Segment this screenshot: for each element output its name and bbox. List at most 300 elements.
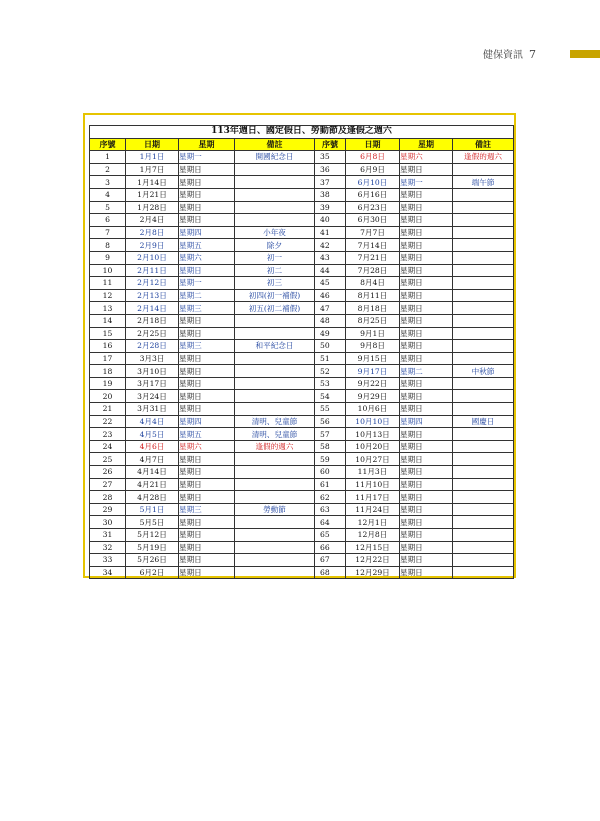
- left-number-cell: 2: [90, 163, 126, 176]
- left-note-cell: [235, 377, 315, 390]
- right-number-cell: 63: [315, 503, 346, 516]
- holiday-table: [89, 125, 514, 579]
- right-note-cell: [453, 428, 514, 441]
- left-date-cell: 2月14日: [126, 302, 179, 315]
- left-note-cell: 初二: [235, 264, 315, 277]
- left-weekday-cell: 星期日: [179, 390, 235, 403]
- right-number-cell: 44: [315, 264, 346, 277]
- table-row: [90, 251, 514, 264]
- right-weekday-cell: 星期日: [400, 277, 453, 290]
- left-weekday-cell: 星期六: [179, 440, 235, 453]
- left-number-cell: 4: [90, 188, 126, 201]
- left-note-cell: [235, 516, 315, 529]
- right-note-cell: [453, 478, 514, 491]
- left-number-cell: 14: [90, 314, 126, 327]
- left-weekday-cell: 星期三: [179, 503, 235, 516]
- table-row: [90, 503, 514, 516]
- left-date-cell: 2月28日: [126, 340, 179, 353]
- table-row: [90, 428, 514, 441]
- left-weekday-cell: 星期日: [179, 554, 235, 567]
- table-row: [90, 340, 514, 353]
- right-number-cell: 37: [315, 176, 346, 189]
- column-header-row: [90, 138, 514, 151]
- right-weekday-cell: 星期日: [400, 264, 453, 277]
- table-row: [90, 188, 514, 201]
- right-weekday-cell: 星期日: [400, 491, 453, 504]
- right-note-cell: [453, 491, 514, 504]
- right-date-cell: 6月16日: [346, 188, 400, 201]
- right-note-cell: [453, 377, 514, 390]
- table-row: [90, 289, 514, 302]
- col-header-no-2: 序號: [315, 138, 346, 151]
- left-number-cell: 8: [90, 239, 126, 252]
- right-number-cell: 60: [315, 466, 346, 479]
- right-date-cell: 12月29日: [346, 566, 400, 579]
- left-number-cell: 26: [90, 466, 126, 479]
- right-date-cell: 10月6日: [346, 403, 400, 416]
- right-date-cell: 7月7日: [346, 226, 400, 239]
- right-weekday-cell: 星期日: [400, 377, 453, 390]
- right-number-cell: 59: [315, 453, 346, 466]
- right-weekday-cell: 星期日: [400, 503, 453, 516]
- table-row: [90, 226, 514, 239]
- left-note-cell: 小年夜: [235, 226, 315, 239]
- left-number-cell: 1: [90, 151, 126, 164]
- right-note-cell: [453, 251, 514, 264]
- right-note-cell: [453, 503, 514, 516]
- left-note-cell: 初一: [235, 251, 315, 264]
- left-note-cell: [235, 529, 315, 542]
- right-weekday-cell: 星期日: [400, 541, 453, 554]
- right-note-cell: [453, 327, 514, 340]
- table-row: [90, 163, 514, 176]
- left-note-cell: [235, 327, 315, 340]
- right-number-cell: 48: [315, 314, 346, 327]
- left-date-cell: 1月1日: [126, 151, 179, 164]
- left-weekday-cell: 星期日: [179, 541, 235, 554]
- table-row: [90, 440, 514, 453]
- left-weekday-cell: 星期日: [179, 478, 235, 491]
- right-date-cell: 8月18日: [346, 302, 400, 315]
- right-weekday-cell: 星期日: [400, 327, 453, 340]
- right-weekday-cell: 星期日: [400, 214, 453, 227]
- left-note-cell: [235, 201, 315, 214]
- right-weekday-cell: 星期日: [400, 516, 453, 529]
- right-weekday-cell: 星期日: [400, 440, 453, 453]
- right-date-cell: 9月17日: [346, 365, 400, 378]
- left-weekday-cell: 星期日: [179, 163, 235, 176]
- right-note-cell: [453, 453, 514, 466]
- left-note-cell: [235, 453, 315, 466]
- left-note-cell: [235, 403, 315, 416]
- right-number-cell: 41: [315, 226, 346, 239]
- left-note-cell: [235, 352, 315, 365]
- left-weekday-cell: 星期五: [179, 239, 235, 252]
- right-note-cell: [453, 554, 514, 567]
- left-number-cell: 11: [90, 277, 126, 290]
- right-weekday-cell: 星期六: [400, 151, 453, 164]
- right-number-cell: 47: [315, 302, 346, 315]
- page-number: 7: [529, 48, 536, 61]
- right-date-cell: 11月17日: [346, 491, 400, 504]
- left-number-cell: 16: [90, 340, 126, 353]
- left-number-cell: 7: [90, 226, 126, 239]
- right-number-cell: 66: [315, 541, 346, 554]
- left-number-cell: 17: [90, 352, 126, 365]
- table-row: [90, 264, 514, 277]
- left-weekday-cell: 星期日: [179, 314, 235, 327]
- left-number-cell: 34: [90, 566, 126, 579]
- table-title: 113年週日、國定假日、勞動節及逢假之週六: [90, 126, 514, 139]
- table-row: [90, 466, 514, 479]
- right-note-cell: [453, 289, 514, 302]
- left-note-cell: [235, 390, 315, 403]
- table-row: [90, 176, 514, 189]
- right-date-cell: 10月20日: [346, 440, 400, 453]
- left-date-cell: 4月7日: [126, 453, 179, 466]
- right-note-cell: [453, 239, 514, 252]
- right-date-cell: 6月10日: [346, 176, 400, 189]
- left-weekday-cell: 星期日: [179, 201, 235, 214]
- right-weekday-cell: 星期日: [400, 289, 453, 302]
- left-date-cell: 1月7日: [126, 163, 179, 176]
- left-number-cell: 20: [90, 390, 126, 403]
- left-weekday-cell: 星期日: [179, 188, 235, 201]
- right-note-cell: [453, 466, 514, 479]
- left-note-cell: 開國紀念日: [235, 151, 315, 164]
- right-number-cell: 40: [315, 214, 346, 227]
- right-weekday-cell: 星期日: [400, 529, 453, 542]
- left-note-cell: [235, 478, 315, 491]
- left-number-cell: 23: [90, 428, 126, 441]
- right-note-cell: [453, 529, 514, 542]
- left-date-cell: 5月12日: [126, 529, 179, 542]
- right-number-cell: 62: [315, 491, 346, 504]
- right-weekday-cell: 星期日: [400, 390, 453, 403]
- right-note-cell: [453, 302, 514, 315]
- left-number-cell: 24: [90, 440, 126, 453]
- right-number-cell: 43: [315, 251, 346, 264]
- left-weekday-cell: 星期日: [179, 566, 235, 579]
- left-date-cell: 2月9日: [126, 239, 179, 252]
- table-row: [90, 453, 514, 466]
- header-accent-bar: [570, 50, 600, 58]
- left-weekday-cell: 星期日: [179, 214, 235, 227]
- right-number-cell: 64: [315, 516, 346, 529]
- left-date-cell: 4月14日: [126, 466, 179, 479]
- left-weekday-cell: 星期六: [179, 251, 235, 264]
- right-number-cell: 54: [315, 390, 346, 403]
- left-number-cell: 22: [90, 415, 126, 428]
- left-date-cell: 3月24日: [126, 390, 179, 403]
- right-number-cell: 57: [315, 428, 346, 441]
- right-date-cell: 12月22日: [346, 554, 400, 567]
- col-header-note: 備註: [235, 138, 315, 151]
- left-weekday-cell: 星期日: [179, 176, 235, 189]
- right-date-cell: 7月28日: [346, 264, 400, 277]
- right-note-cell: [453, 314, 514, 327]
- right-weekday-cell: 星期四: [400, 415, 453, 428]
- left-weekday-cell: 星期五: [179, 428, 235, 441]
- left-date-cell: 3月31日: [126, 403, 179, 416]
- left-date-cell: 4月4日: [126, 415, 179, 428]
- left-weekday-cell: 星期日: [179, 327, 235, 340]
- right-note-cell: 端午節: [453, 176, 514, 189]
- right-weekday-cell: 星期日: [400, 478, 453, 491]
- right-weekday-cell: 星期日: [400, 352, 453, 365]
- left-date-cell: 2月12日: [126, 277, 179, 290]
- col-header-note-2: 備註: [453, 138, 514, 151]
- table-row: [90, 201, 514, 214]
- right-date-cell: 6月8日: [346, 151, 400, 164]
- left-weekday-cell: 星期日: [179, 453, 235, 466]
- right-number-cell: 55: [315, 403, 346, 416]
- left-weekday-cell: 星期日: [179, 516, 235, 529]
- left-weekday-cell: 星期日: [179, 365, 235, 378]
- right-date-cell: 10月27日: [346, 453, 400, 466]
- left-number-cell: 12: [90, 289, 126, 302]
- left-date-cell: 3月3日: [126, 352, 179, 365]
- left-date-cell: 2月10日: [126, 251, 179, 264]
- left-weekday-cell: 星期日: [179, 264, 235, 277]
- table-row: [90, 365, 514, 378]
- table-row: [90, 214, 514, 227]
- left-weekday-cell: 星期日: [179, 352, 235, 365]
- table-row: [90, 516, 514, 529]
- left-note-cell: [235, 466, 315, 479]
- left-note-cell: [235, 314, 315, 327]
- right-weekday-cell: 星期日: [400, 566, 453, 579]
- table-row: [90, 352, 514, 365]
- right-note-cell: [453, 516, 514, 529]
- left-date-cell: 2月8日: [126, 226, 179, 239]
- left-date-cell: 1月28日: [126, 201, 179, 214]
- right-note-cell: 中秋節: [453, 365, 514, 378]
- left-date-cell: 2月13日: [126, 289, 179, 302]
- right-note-cell: [453, 214, 514, 227]
- left-weekday-cell: 星期日: [179, 466, 235, 479]
- right-weekday-cell: 星期日: [400, 251, 453, 264]
- left-number-cell: 21: [90, 403, 126, 416]
- left-weekday-cell: 星期四: [179, 226, 235, 239]
- table-row: [90, 302, 514, 315]
- left-number-cell: 28: [90, 491, 126, 504]
- right-note-cell: [453, 264, 514, 277]
- left-note-cell: [235, 176, 315, 189]
- right-date-cell: 12月1日: [346, 516, 400, 529]
- left-date-cell: 4月21日: [126, 478, 179, 491]
- left-number-cell: 19: [90, 377, 126, 390]
- table-row: [90, 327, 514, 340]
- left-number-cell: 15: [90, 327, 126, 340]
- right-date-cell: 12月15日: [346, 541, 400, 554]
- left-note-cell: [235, 554, 315, 567]
- right-number-cell: 50: [315, 340, 346, 353]
- left-date-cell: 5月19日: [126, 541, 179, 554]
- right-note-cell: [453, 188, 514, 201]
- right-weekday-cell: 星期日: [400, 201, 453, 214]
- right-note-cell: [453, 403, 514, 416]
- left-number-cell: 30: [90, 516, 126, 529]
- table-row: [90, 415, 514, 428]
- left-date-cell: 2月4日: [126, 214, 179, 227]
- right-date-cell: 9月29日: [346, 390, 400, 403]
- left-note-cell: 清明、兒童節: [235, 428, 315, 441]
- right-date-cell: 7月21日: [346, 251, 400, 264]
- right-number-cell: 36: [315, 163, 346, 176]
- right-number-cell: 67: [315, 554, 346, 567]
- right-number-cell: 46: [315, 289, 346, 302]
- right-number-cell: 39: [315, 201, 346, 214]
- right-note-cell: [453, 340, 514, 353]
- right-date-cell: 6月23日: [346, 201, 400, 214]
- table-row: [90, 239, 514, 252]
- right-number-cell: 56: [315, 415, 346, 428]
- table-row: [90, 314, 514, 327]
- left-note-cell: [235, 163, 315, 176]
- right-note-cell: 逢假的週六: [453, 151, 514, 164]
- left-weekday-cell: 星期一: [179, 151, 235, 164]
- right-weekday-cell: 星期日: [400, 302, 453, 315]
- right-date-cell: 10月10日: [346, 415, 400, 428]
- right-note-cell: [453, 390, 514, 403]
- left-date-cell: 1月14日: [126, 176, 179, 189]
- left-number-cell: 13: [90, 302, 126, 315]
- right-number-cell: 35: [315, 151, 346, 164]
- page-header: [340, 46, 600, 60]
- table-row: [90, 390, 514, 403]
- right-note-cell: [453, 201, 514, 214]
- right-date-cell: 8月25日: [346, 314, 400, 327]
- right-weekday-cell: 星期日: [400, 403, 453, 416]
- col-header-no: 序號: [90, 138, 126, 151]
- col-header-date: 日期: [126, 138, 179, 151]
- right-weekday-cell: 星期日: [400, 239, 453, 252]
- table-row: [90, 478, 514, 491]
- left-note-cell: 清明、兒童節: [235, 415, 315, 428]
- left-date-cell: 2月11日: [126, 264, 179, 277]
- left-note-cell: [235, 188, 315, 201]
- left-note-cell: 逢假的週六: [235, 440, 315, 453]
- table-row: [90, 541, 514, 554]
- right-date-cell: 9月8日: [346, 340, 400, 353]
- left-note-cell: 勞動節: [235, 503, 315, 516]
- left-note-cell: 初三: [235, 277, 315, 290]
- left-date-cell: 5月26日: [126, 554, 179, 567]
- right-date-cell: 10月13日: [346, 428, 400, 441]
- left-note-cell: [235, 566, 315, 579]
- right-number-cell: 52: [315, 365, 346, 378]
- section-name: 健保資訊: [483, 50, 523, 61]
- left-weekday-cell: 星期日: [179, 491, 235, 504]
- left-date-cell: 5月5日: [126, 516, 179, 529]
- left-date-cell: 4月5日: [126, 428, 179, 441]
- left-date-cell: 1月21日: [126, 188, 179, 201]
- right-date-cell: 11月10日: [346, 478, 400, 491]
- right-weekday-cell: 星期日: [400, 314, 453, 327]
- left-note-cell: 除夕: [235, 239, 315, 252]
- right-number-cell: 61: [315, 478, 346, 491]
- right-date-cell: 9月1日: [346, 327, 400, 340]
- left-number-cell: 29: [90, 503, 126, 516]
- right-number-cell: 53: [315, 377, 346, 390]
- right-date-cell: 9月22日: [346, 377, 400, 390]
- table-row: [90, 566, 514, 579]
- right-date-cell: 8月4日: [346, 277, 400, 290]
- table-row: [90, 277, 514, 290]
- running-header: [483, 46, 536, 61]
- table-row: [90, 403, 514, 416]
- right-weekday-cell: 星期二: [400, 365, 453, 378]
- table-row: [90, 151, 514, 164]
- left-date-cell: 4月28日: [126, 491, 179, 504]
- left-date-cell: 2月25日: [126, 327, 179, 340]
- left-weekday-cell: 星期日: [179, 529, 235, 542]
- right-weekday-cell: 星期日: [400, 188, 453, 201]
- right-note-cell: [453, 352, 514, 365]
- left-weekday-cell: 星期一: [179, 277, 235, 290]
- left-date-cell: 5月1日: [126, 503, 179, 516]
- col-header-date-2: 日期: [346, 138, 400, 151]
- left-date-cell: 3月10日: [126, 365, 179, 378]
- left-number-cell: 10: [90, 264, 126, 277]
- left-number-cell: 33: [90, 554, 126, 567]
- left-date-cell: 2月18日: [126, 314, 179, 327]
- left-number-cell: 27: [90, 478, 126, 491]
- right-date-cell: 11月3日: [346, 466, 400, 479]
- left-number-cell: 5: [90, 201, 126, 214]
- col-header-weekday-2: 星期: [400, 138, 453, 151]
- left-number-cell: 32: [90, 541, 126, 554]
- left-date-cell: 6月2日: [126, 566, 179, 579]
- right-weekday-cell: 星期日: [400, 226, 453, 239]
- right-number-cell: 38: [315, 188, 346, 201]
- right-weekday-cell: 星期日: [400, 428, 453, 441]
- left-note-cell: [235, 365, 315, 378]
- right-date-cell: 9月15日: [346, 352, 400, 365]
- table-row: [90, 377, 514, 390]
- left-number-cell: 25: [90, 453, 126, 466]
- right-date-cell: 6月9日: [346, 163, 400, 176]
- right-note-cell: [453, 163, 514, 176]
- right-date-cell: 7月14日: [346, 239, 400, 252]
- left-note-cell: 和平紀念日: [235, 340, 315, 353]
- col-header-weekday: 星期: [179, 138, 235, 151]
- left-note-cell: 初五(初二補假): [235, 302, 315, 315]
- right-date-cell: 8月11日: [346, 289, 400, 302]
- table-row: [90, 491, 514, 504]
- right-note-cell: [453, 277, 514, 290]
- left-date-cell: 4月6日: [126, 440, 179, 453]
- right-weekday-cell: 星期日: [400, 466, 453, 479]
- table-body: [90, 151, 514, 579]
- right-weekday-cell: 星期日: [400, 340, 453, 353]
- right-number-cell: 65: [315, 529, 346, 542]
- left-number-cell: 9: [90, 251, 126, 264]
- left-number-cell: 18: [90, 365, 126, 378]
- left-weekday-cell: 星期日: [179, 377, 235, 390]
- left-number-cell: 31: [90, 529, 126, 542]
- left-weekday-cell: 星期二: [179, 289, 235, 302]
- left-note-cell: 初四(初一補假): [235, 289, 315, 302]
- right-weekday-cell: 星期一: [400, 176, 453, 189]
- right-number-cell: 49: [315, 327, 346, 340]
- left-note-cell: [235, 541, 315, 554]
- right-number-cell: 68: [315, 566, 346, 579]
- right-note-cell: [453, 440, 514, 453]
- left-weekday-cell: 星期三: [179, 302, 235, 315]
- table-row: [90, 529, 514, 542]
